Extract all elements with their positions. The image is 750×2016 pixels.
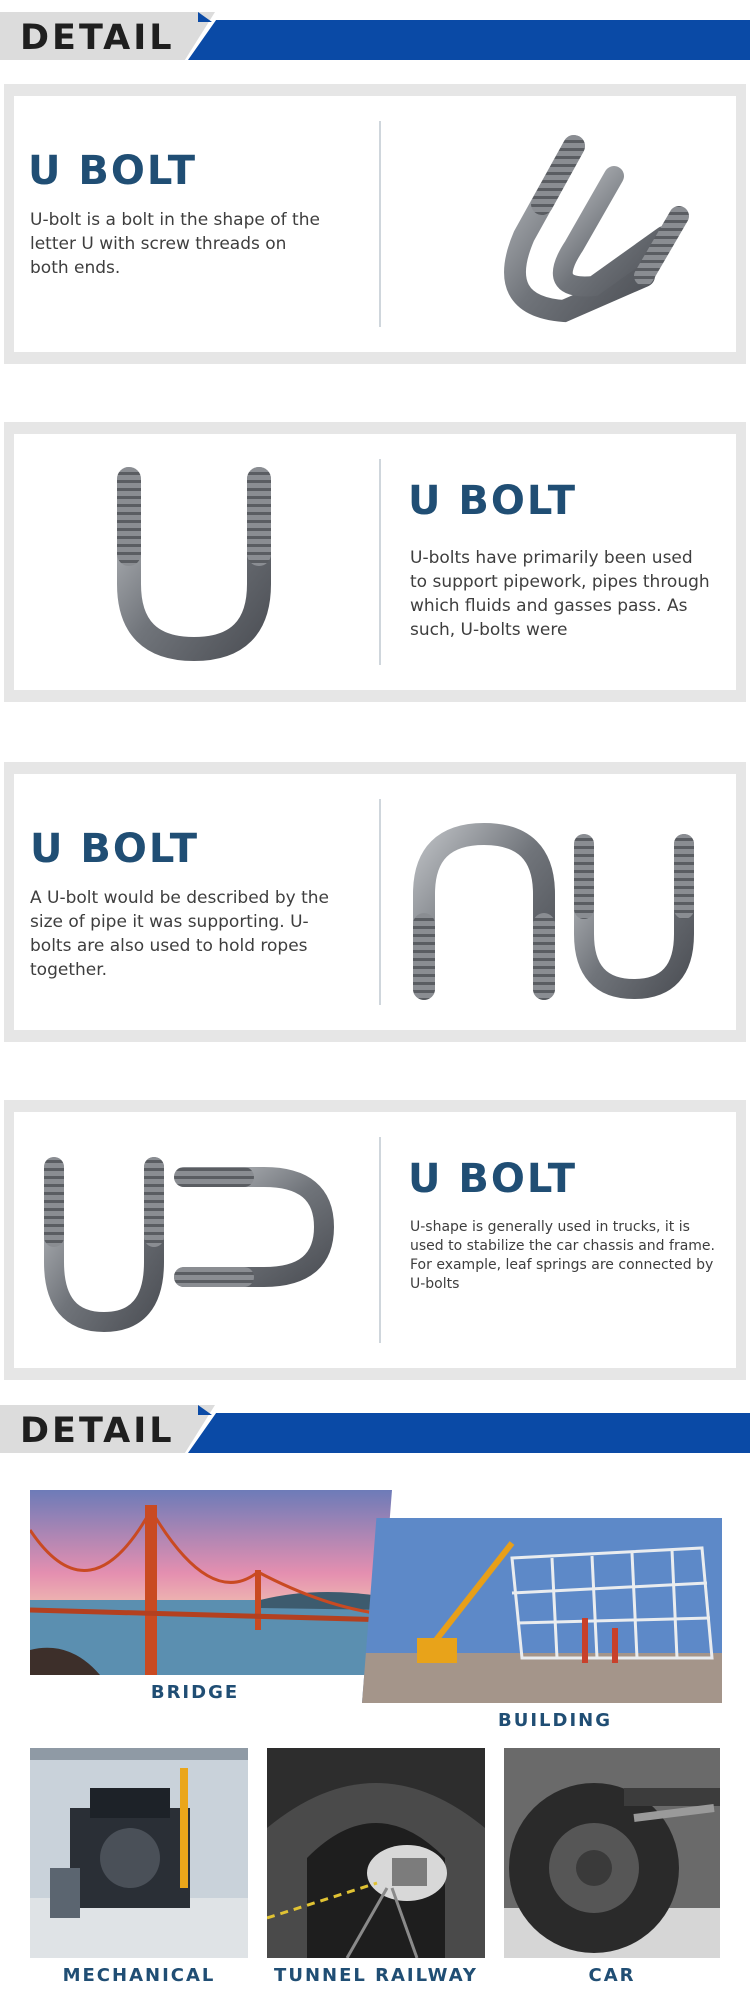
bridge-label: BRIDGE: [150, 1682, 240, 1703]
car-photo: [504, 1748, 720, 1958]
card-heading: U BOLT: [28, 148, 198, 194]
tunnel-photo: [267, 1748, 485, 1958]
product-card-3: [4, 762, 746, 1042]
card-divider: [379, 459, 381, 665]
car-label: CAR: [588, 1965, 636, 1986]
card-heading: U BOLT: [408, 1156, 578, 1202]
bridge-photo: [30, 1490, 392, 1675]
card-heading: U BOLT: [30, 826, 200, 872]
card-description: U-bolts have primarily been used to support pipework, pipes through which fluids and gasses pass. As such, U-bolts were: [410, 548, 710, 640]
header-blue-bar: [188, 1413, 750, 1453]
card-heading: U BOLT: [408, 478, 578, 524]
card-description: A U-bolt would be described by the size of pipe it was supporting. U-bolts are also used to hold ropes together.: [30, 888, 330, 980]
product-card-2: [4, 422, 746, 702]
card-description: U-bolt is a bolt in the shape of the letter U with screw threads on both ends.: [30, 210, 320, 278]
header-title: DETAIL: [20, 18, 175, 58]
u-bolt-image: [94, 464, 294, 664]
card-divider: [379, 799, 381, 1005]
card-divider: [379, 1137, 381, 1343]
building-photo: [362, 1518, 722, 1703]
mechanical-label: MECHANICAL: [62, 1965, 216, 1986]
section-header-bottom: [0, 1405, 750, 1453]
u-bolt-pair-image: [34, 1152, 354, 1342]
header-title: DETAIL: [20, 1411, 175, 1451]
card-divider: [379, 121, 381, 327]
u-bolt-image: [454, 116, 714, 336]
card-description: U-shape is generally used in trucks, it is used to stabilize the car chassis and frame. For example, leaf springs are connected by U-bolts: [410, 1219, 715, 1292]
section-header-top: [0, 12, 750, 60]
header-blue-bar: [188, 20, 750, 60]
tunnel-railway-label: TUNNEL RAILWAY: [274, 1965, 478, 1986]
mechanical-photo: [30, 1748, 248, 1958]
u-bolt-pair-image: [404, 814, 744, 1004]
building-label: BUILDING: [498, 1710, 612, 1731]
product-card-4: [4, 1100, 746, 1380]
product-card-1: [4, 84, 746, 364]
